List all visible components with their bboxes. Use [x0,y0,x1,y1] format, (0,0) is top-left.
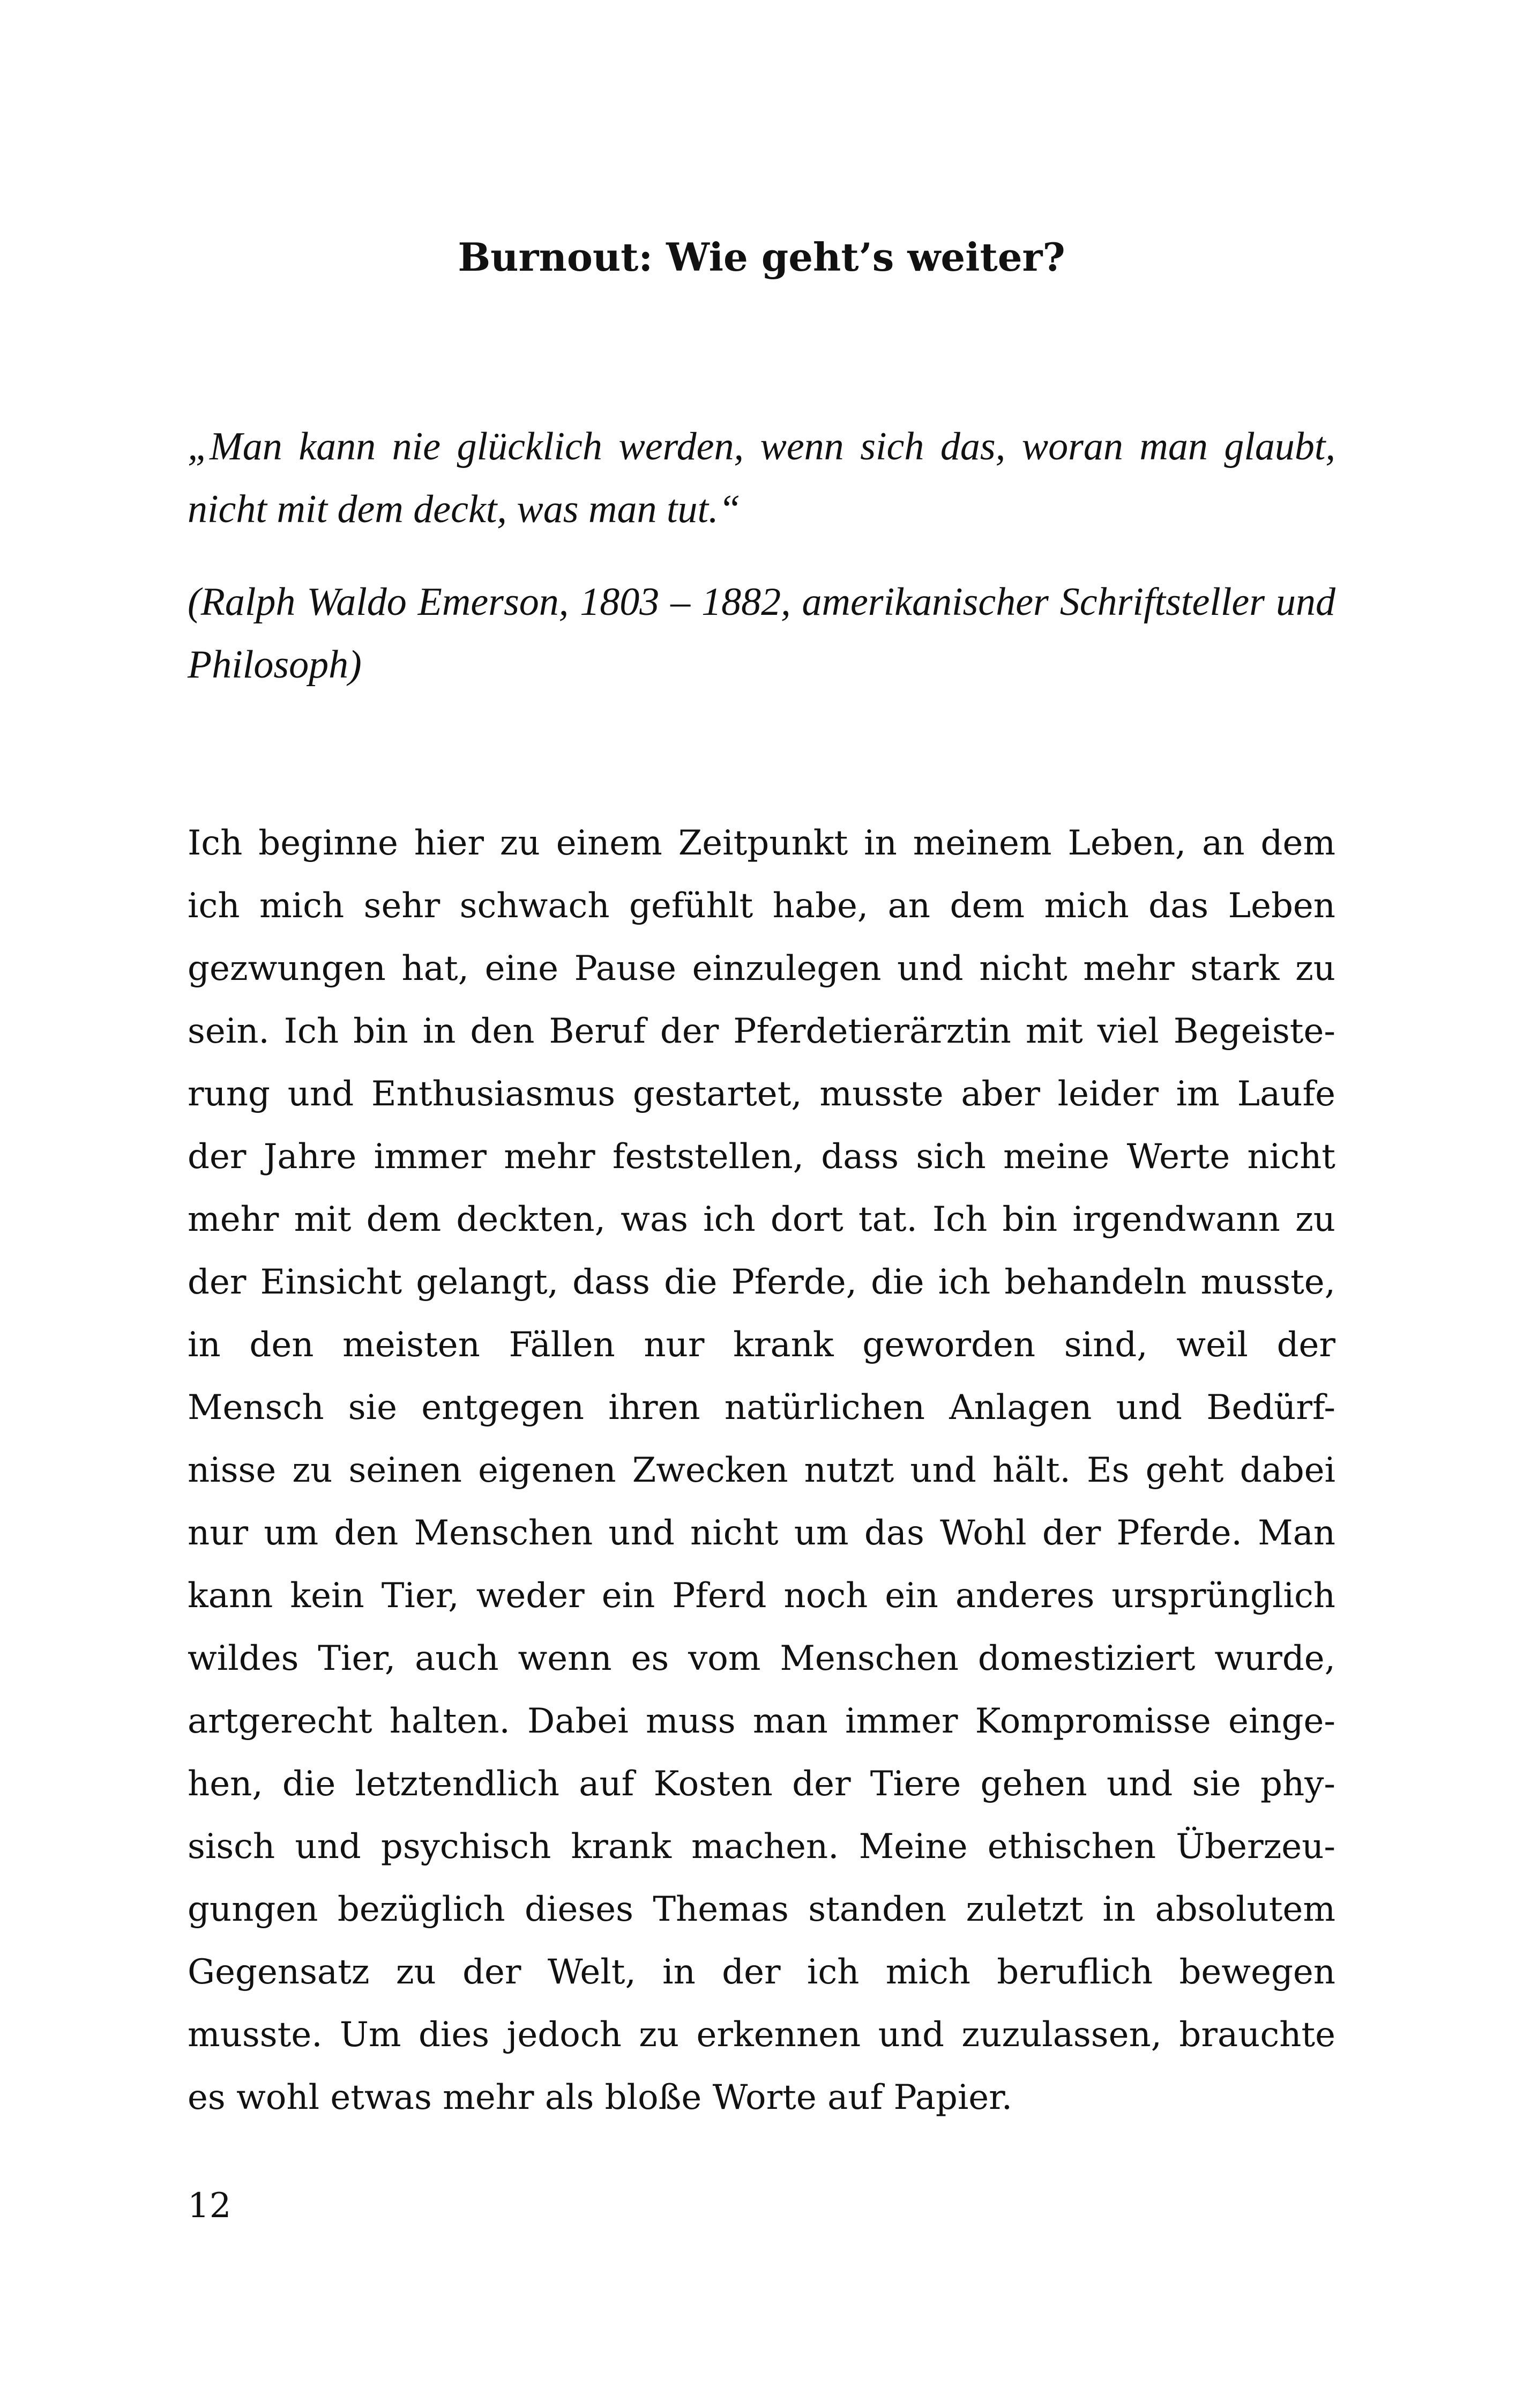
text-line: Ich beginne hier zu einem Zeitpunkt in meinem Leben, an dem [188,823,1335,863]
text-line: musste. Um dies jedoch zu erkennen und zuzulassen, brauchte [188,2015,1335,2055]
text-line: rung und Enthusiasmus gestartet, musste aber leider im Laufe [188,1074,1335,1114]
epigraph-attribution: (Ralph Waldo Emerson, 1803 – 1882, amerikanischer Schriftsteller und Philosoph) [188,580,1335,687]
text-line: der Einsicht gelangt, dass die Pferde, die ich behandeln musste, [188,1262,1335,1302]
text-line: wildes Tier, auch wenn es vom Menschen domestiziert wurde, [188,1639,1335,1678]
text-line: kann kein Tier, weder ein Pferd noch ein anderes ursprünglich [188,1576,1335,1616]
text-line: sein. Ich bin in den Beruf der Pferdetierärztin mit viel Begeiste- [188,1012,1335,1051]
text-line: artgerecht halten. Dabei muss man immer Kompromisse einge- [188,1701,1335,1741]
text-line: es wohl etwas mehr als bloße Worte auf Papier. [188,2078,1013,2117]
text-line: Gegensatz zu der Welt, in der ich mich beruflich bewegen [188,1952,1335,1992]
text-line: nur um den Menschen und nicht um das Wohl der Pferde. Man [188,1513,1335,1553]
text-line: hen, die letztendlich auf Kosten der Tiere gehen und sie phy- [188,1764,1335,1804]
text-line: mehr mit dem deckten, was ich dort tat. Ich bin irgendwann zu [188,1200,1335,1239]
chapter-title: Burnout: Wie geht’s weiter? [458,234,1065,280]
text-line: der Jahre immer mehr feststellen, dass sich meine Werte nicht [188,1137,1335,1177]
text-line: gezwungen hat, eine Pause einzulegen und nicht mehr stark zu [188,949,1335,989]
text-line: gungen bezüglich dieses Themas standen zuletzt in absolutem [188,1890,1335,1929]
text-line: nisse zu seinen eigenen Zwecken nutzt und hält. Es geht dabei [188,1451,1335,1490]
epigraph-quote: „Man kann nie glücklich werden, wenn sich das, woran man glaubt, nicht mit dem deckt, was man tut.“ [188,425,1335,531]
text-line: ich mich sehr schwach gefühlt habe, an dem mich das Leben [188,886,1335,926]
text-line: sisch und psychisch krank machen. Meine ethischen Überzeu- [188,1827,1335,1867]
text-line: in den meisten Fällen nur krank geworden sind, weil der [188,1325,1335,1365]
body-paragraph [188,812,1335,2129]
text-line: Mensch sie entgegen ihren natürlichen Anlagen und Bedürf- [188,1388,1335,1428]
page-number: 12 [188,2186,232,2226]
